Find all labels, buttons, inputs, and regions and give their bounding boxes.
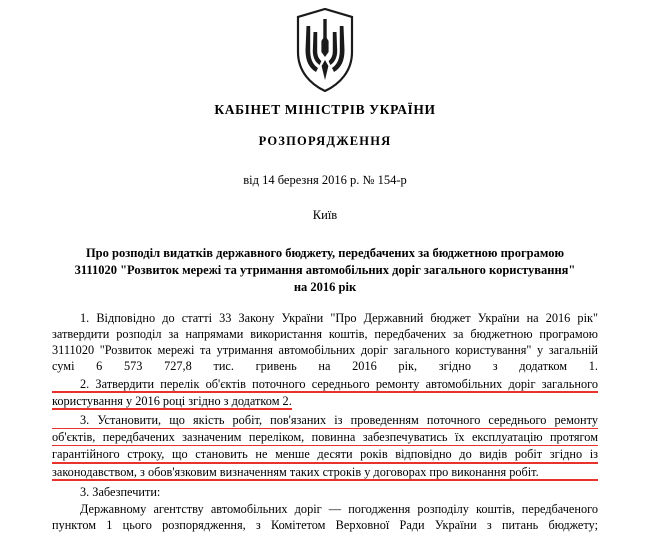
paragraph-3-line-3: гарантійного строку, що становить не менше десяти років відповідно до видів робіт згідно із: [52, 446, 598, 463]
paragraph-3-line-4: законодавством, з обов'язковим визначенням таких строків у договорах про виконання робіт.: [52, 464, 598, 481]
paragraph-2-line-2: користування у 2016 році згідно з додатком 2.: [52, 393, 292, 410]
ukraine-coat-of-arms-icon: [294, 8, 356, 92]
document-body: [52, 310, 598, 533]
document-city: Київ: [312, 208, 338, 222]
paragraph-3-highlighted: [52, 412, 598, 481]
emblem-container: [52, 8, 598, 92]
authority-title: КАБІНЕТ МІНІСТРІВ УКРАЇНИ: [214, 102, 436, 117]
paragraph-2-line-1: 2. Затвердити перелік об'єктів поточного середнього ремонту автомобільних доріг загального: [52, 376, 598, 393]
paragraph-4: 3. Забезпечити:: [80, 484, 161, 499]
paragraph-1-text: 1. Відповідно до статті 33 Закону України "Про Державний бюджет України на 2016 рік": [80, 310, 598, 325]
paragraph-3-line-1: 3. Установити, що якість робіт, пов'язаних із проведенням поточного середнього ремонту: [52, 412, 598, 429]
document-heading: Про розподіл видатків державного бюджету, передбачених за бюджетною програмою 3111020 "Розвиток мережі та утримання автомобільних доріг загального користування" на 2016 рік: [74, 246, 576, 294]
paragraph-2-highlighted: [52, 376, 598, 410]
paragraph-1: 1. Відповідно до статті 33 Закону України "Про Державний бюджет України на 2016 рік" затвердити розподіл за напрямами використання коштів, передбачених за бюджетною програмою 3111020 "Розвиток мережі та утримання автомобільних доріг загального користування" у загальній сумі 6 573 727,8 тис. гривень на 2016 рік, згідно з додатком 1.: [52, 310, 598, 374]
paragraph-3-line-2: об'єктів, передбачених зазначеним переліком, повинна забезпечуватись їх експлуатацію протягом: [52, 429, 598, 446]
document-date-number: від 14 березня 2016 р. № 154-р: [243, 173, 407, 187]
document-type: РОЗПОРЯДЖЕННЯ: [258, 134, 392, 148]
paragraph-5: Державному агентству автомобільних доріг — погодження розподілу коштів, передбаченого пунктом 1 цього розпорядження, з Комітетом Верховної Ради України з питань бюджету;: [52, 502, 598, 533]
